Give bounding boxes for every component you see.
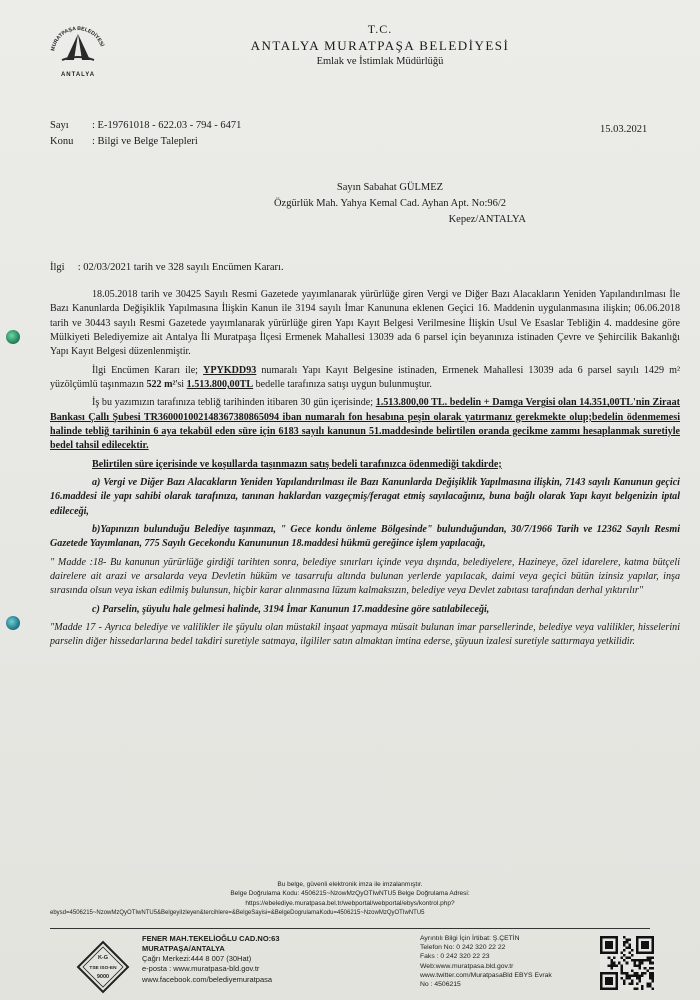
document-code: YPYKDD93 <box>203 364 257 376</box>
contact-info: Ayrıntılı Bilgi İçin İrtibat: Ş.ÇETİN Telefon No: 0 242 320 22 22 Faks : 0 242 320 22 23 Web:www.muratpasa.bld.gov.tr www.twitter.com/MuratpasaBld EBYS Evrak No : 4506215 <box>420 935 552 988</box>
addressee-block <box>240 180 540 227</box>
konu-label: Konu <box>50 136 74 147</box>
addressee-city: Kepez/ANTALYA <box>448 213 526 225</box>
website-link[interactable]: Web:www.muratpasa.bld.gov.tr <box>420 962 514 970</box>
verification-link[interactable]: https://ebelediye.muratpasa.bel.tr/webportal/webportal/ebys/kontrol.php? <box>245 899 455 907</box>
punch-hole-marker <box>6 330 20 344</box>
verification-link[interactable]: ebysd=4506215~NzowMzQyOTIwNTU5&BelgeyiIzleyen&tercihlere=&BelgeSayisi=&BelgeDogrulamaKodu=4506215~NzowMzQyOTIwNTU5 <box>50 910 425 917</box>
facebook-link[interactable]: www.facebook.com/belediyemuratpasa <box>142 974 273 984</box>
ilgi-text: : 02/03/2021 tarih ve 328 sayılı Encümen Kararı. <box>77 262 284 273</box>
country-label: T.C. <box>367 22 393 36</box>
e-signature-note: Bu belge, güvenli elektronik imza ile imzalanmıştır. Belge Doğrulama Kodu: 4506215~NzowMzQyOTIwNTU5 Belge Doğrulama Adresi: https://ebelediye.muratpasa.bel.tr/webportal/webportal/ebys/kontrol.php? ebysd=4506215~NzowMzQyOTIwNTU5&BelgeyiIzleyen&tercihlere=&BelgeSayisi=&BelgeDogrulamaKodu=4506215~NzowMzQyOTIwNTU5 <box>50 880 650 918</box>
paragraph: Belirtilen süre içerisinde ve koşullarda taşınmazın satış bedeli tarafınızca ödenmediği takdirde; <box>92 458 502 470</box>
sayi-value: : E-19761018 - 622.03 - 794 - 6471 <box>92 120 242 131</box>
municipality-logo <box>44 14 112 82</box>
punch-hole-marker <box>6 616 20 630</box>
law-quote: " Madde :18- Bu kanunun yürürlüğe girdiği tarihten sonra, belediye sınırları içinde veya dışında, belediyelere, Hazineye, özel idarelere, katma bütçeli dairelere ait arazi ve arsalarda veya Devletin hüküm ve tasarrufu altında bulunan yerlerde yapılacak, daimi veya geçici bütün izinsiz yapılar, inşa sırasında olsun veya iskan edilmiş bulunsun, hiçbir karar alınmasına lüzum kalmaksızın, belediye veya Devlet zabıtası tarafından derhal yıktırılır" <box>50 556 680 597</box>
svg-text:ANTALYA: ANTALYA <box>60 72 96 78</box>
letter-body <box>50 288 680 654</box>
iso-certification-badge <box>76 940 130 994</box>
konu-value: : Bilgi ve Belge Talepleri <box>92 136 198 147</box>
paragraph: 18.05.2018 tarih ve 30425 Sayılı Resmi Gazetede yayımlanarak yürürlüğe giren Vergi ve Diğer Bazı Alacakların Yeniden Yapılandırılması İle Bazı Kanunlarda Değişiklik Yapılmasına İlişkin Kanun ile 3194 sayılı İmar Kanununa eklenen Geçici 16. Maddenin uygulanmasına ilişkin; 06.06.2018 tarih ve 30443 sayılı Resmi Gazetede yayımlanarak yürürlüğe giren Yapı Kayıt Belgesi Verilmesine İlişkin Usul Ve Esaslar Tebliğin 4. maddesine göre Mülkiyeti Belediyemize ait Antalya İli Muratpaşa İlçesi Ermenek Mahallesi 13039 ada 6 parsel için beyanınıza istinaden Çevre ve Şehircilik Bakanlığı Yapı Kayıt Belgesi düzenlenmiştir. <box>50 289 680 358</box>
letterhead <box>200 22 560 67</box>
list-item: b)Yapınızın bulunduğu Belediye taşınmazı, " Gece kondu önleme Bölgesinde" bulunduğundan, 30/7/1966 Tarih ve 12362 Sayılı Resmi Gazetede Yayımlanan, 775 Sayılı Gecekondu Kanununun 18.maddesi hükmü gereğince işlem yapılacağı, <box>50 523 680 550</box>
contact-address: FENER MAH.TEKELİOĞLU CAD.NO:63 MURATPAŞA/ANTALYA Çağrı Merkezi:444 8 007 (30Hat) e-posta : www.muratpasa-bld.gov.tr www.facebook.com/belediyemuratpasa <box>142 934 280 984</box>
qr-code-icon <box>600 936 654 990</box>
department-name: Emlak ve İstimlak Müdürlüğü <box>316 56 444 67</box>
document-date: 15.03.2021 <box>600 124 648 135</box>
payment-instructions: 1.513.800,00 TL. bedelin + Damga Vergisi olan 14.351,00TL'nin Ziraat Bankası Çallı Şubesi TR360001002148367380865094 iban numaralı fon hesabına peşin olarak yatırmanız gerekmekte olup;bedelin ödenmemesi halinde tebliğ tarihinin 6 aya tekabül eden süre için 6183 sayılı kanunun 51.maddesinde belirtilen oranda gecikme zammı hesaplanmak suretiyle bedel tahsil edilecektir. <box>50 397 680 452</box>
ilgi-label: İlgi <box>50 262 65 273</box>
paragraph: İlgi Encümen Kararı ile; YPYKDD93 numaralı Yapı Kayıt Belgesine istinaden, Ermenek Mahallesi 13039 ada 6 parsel sayılı 1429 m² yüzölçümlü taşınmazın 522 m²'si 1.513.800,00TL bedelle tarafınıza satışı uygun bulunmuştur. <box>50 364 680 390</box>
addressee-address: Özgürlük Mah. Yahya Kemal Cad. Ayhan Apt. No:96/2 <box>273 197 507 209</box>
paragraph: İş bu yazımızın tarafınıza tebliğ tarihinden itibaren 30 gün içerisinde; 1.513.800,00 TL. bedelin + Damga Vergisi olan 14.351,00TL'nin Ziraat Bankası Çallı Şubesi TR360001002148367380865094 iban numaralı fon hesabına peşin olarak yatırmanız gerekmekte olup;bedelin ödenmemesi halinde tebliğ tarihinin 6 aya tekabül eden süre için 6183 sayılı kanunun 51.maddesinde belirtilen oranda gecikme zammı hesaplanmak suretiyle bedel tahsil edilecektir. <box>50 397 680 452</box>
svg-text:TSE ISO-EN: TSE ISO-EN <box>89 966 117 971</box>
svg-text:9000: 9000 <box>96 974 110 980</box>
twitter-link[interactable]: www.twitter.com/MuratpasaBld EBYS Evrak <box>420 971 552 979</box>
svg-text:MURATPAŞA BELEDİYESİ: MURATPAŞA BELEDİYESİ <box>50 25 105 52</box>
reference-line <box>50 262 284 273</box>
area-value: 522 m² <box>146 378 176 390</box>
svg-text:K-G: K-G <box>97 955 109 961</box>
footer-divider <box>50 928 650 929</box>
institution-name: ANTALYA MURATPAŞA BELEDİYESİ <box>250 38 510 53</box>
price-value: 1.513.800,00TL <box>186 378 254 390</box>
law-quote: "Madde 17 - Ayrıca belediye ve valilikler ile şüyulu olan müstakil inşaat yapmaya müsait bulunan imar parsellerinde, belediye veya valilikler, hisselerini parselin diğer hissedarlarına bedel takdiri suretiyle satmaya, ilgililer satın almaktan imtina ederse, şüyuun izalesi suretiyle sattırmaya yetkilidir. <box>50 621 680 648</box>
addressee-name: Sayın Sabahat GÜLMEZ <box>336 182 444 193</box>
list-item: a) Vergi ve Diğer Bazı Alacakların Yeniden Yapılandırılması ile Bazı Kanunlarda Değişiklik Yapılmasına ilişkin, 7143 sayılı Kanunun geçici 16.maddesi ile yapı sahibi olarak tarafınıza, tanınan haklardan vazgeçmiş/feragat etmiş sayılacağınız, buna bağlı olarak Yapı kayıt belgenizin iptal edileceği, <box>50 476 680 517</box>
email-link[interactable]: e-posta : www.muratpasa-bld.gov.tr <box>142 964 260 974</box>
sayi-label: Sayı <box>50 120 69 131</box>
list-item: c) Parselin, şüyulu hale gelmesi halinde, 3194 İmar Kanunun 17.maddesine göre satılabileceği, <box>92 603 490 615</box>
